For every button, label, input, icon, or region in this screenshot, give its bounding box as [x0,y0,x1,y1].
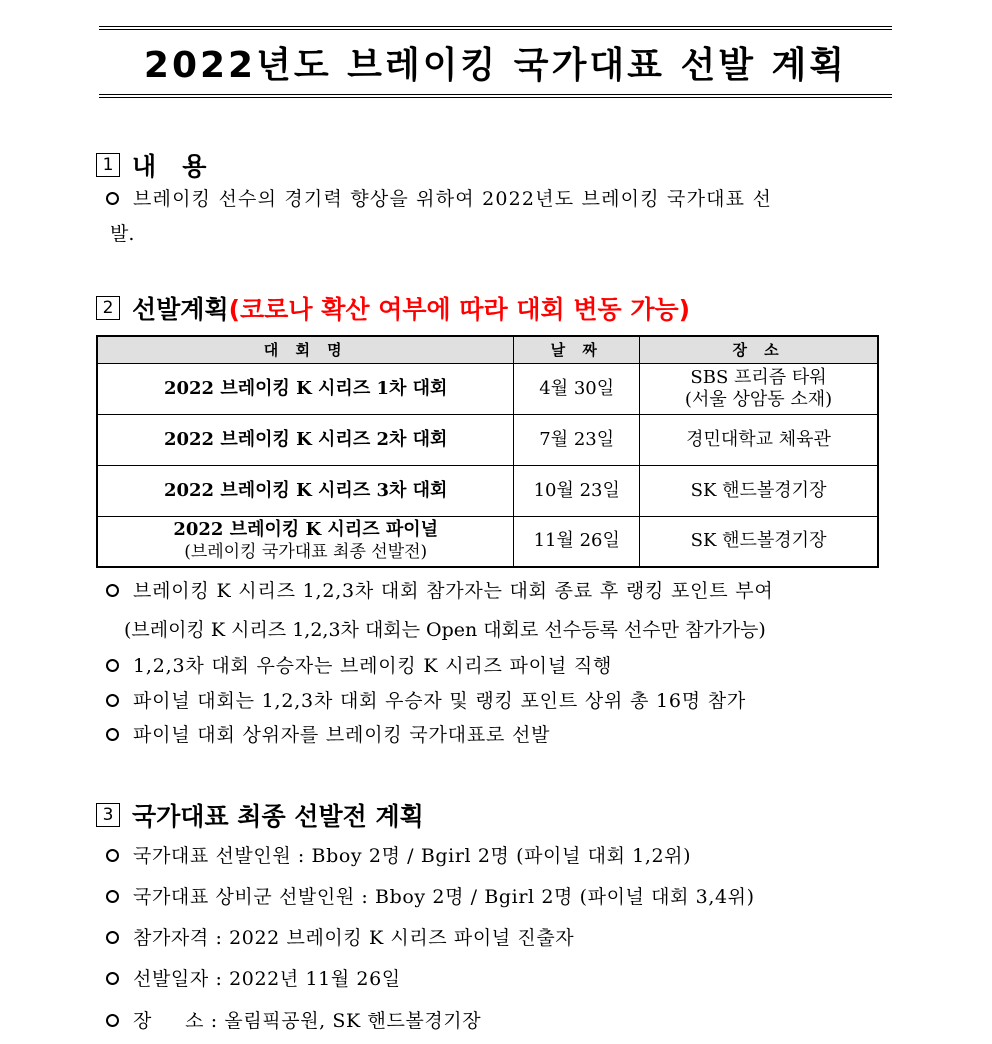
bullet-text: 브레이킹 K 시리즈 1,2,3차 대회 참가자는 대회 종료 후 랭킹 포인트 부여 [133,580,774,602]
bullet-item [106,884,755,910]
name-text: 2022 브레이킹 K 시리즈 3차 대회 [163,479,448,501]
bullet-item [106,186,772,212]
competition-place: 경민대학교 체육관 [640,414,878,465]
circle-bullet-icon [106,659,119,672]
section-2-heading [96,290,690,326]
bullet-item [106,653,612,679]
place-sub-text: (서울 상암동 소재) [684,388,833,410]
bullet-text: 선발일자 : 2022년 11월 26일 [133,968,401,990]
circle-bullet-icon [106,728,119,741]
section-1-heading [96,147,206,183]
table-row [97,465,878,516]
competition-name [97,363,514,414]
table-row [97,516,878,567]
competition-place: SK 핸드볼경기장 [640,516,878,567]
competition-name [97,414,514,465]
section-note: (코로나 확산 여부에 따라 대회 변동 가능) [228,295,691,324]
competition-name [97,465,514,516]
bullet-item [106,925,574,951]
bullet-text: 국가대표 상비군 선발인원 : Bboy 2명 / Bgirl 2명 (파이널 대회 3,4위) [133,886,755,908]
circle-bullet-icon [106,1014,119,1027]
section-3-heading [96,797,424,833]
section-number-box: 2 [96,296,120,320]
bullet-continuation: 발. [110,223,135,245]
competition-date: 11월 26일 [514,516,640,567]
bullet-text: 1,2,3차 대회 우승자는 브레이킹 K 시리즈 파이널 직행 [133,655,613,677]
circle-bullet-icon [106,584,119,597]
name-text: 2022 브레이킹 K 시리즈 2차 대회 [163,428,448,450]
page-title: 2022년도 브레이킹 국가대표 선발 계획 [143,44,848,86]
table-row [97,414,878,465]
section-title: 선발계획 [132,295,229,324]
competition-date: 10월 23일 [514,465,640,516]
table-header-row [97,336,878,363]
section-number-box: 1 [96,153,120,177]
bullet-text: 장 소 : 올림픽공원, SK 핸드볼경기장 [133,1010,482,1032]
bullet-text: 파이널 대회 상위자를 브레이킹 국가대표로 선발 [133,724,551,746]
section-number-box: 3 [96,803,120,827]
place-text: SBS 프리즘 타워 [690,366,827,388]
bullet-item [106,843,691,869]
circle-bullet-icon [106,972,119,985]
section-title: 내 용 [132,152,207,181]
competition-name [97,516,514,567]
competition-place [640,363,878,414]
bullet-text: 브레이킹 선수의 경기력 향상을 위하여 2022년도 브레이킹 국가대표 선 [133,188,773,210]
bullet-item [106,688,746,714]
bullet-text: 국가대표 선발인원 : Bboy 2명 / Bgirl 2명 (파이널 대회 1,2위) [133,845,692,867]
bullet-item [106,966,401,992]
bullet-item [106,722,550,748]
bullet-item [106,1008,481,1034]
name-text: 2022 브레이킹 K 시리즈 파이널 [173,519,439,541]
column-header: 대 회 명 [97,336,514,363]
circle-bullet-icon [106,931,119,944]
name-sub-text: (브레이킹 국가대표 최종 선발전) [184,542,428,563]
circle-bullet-icon [106,849,119,862]
bullet-item [106,578,774,604]
circle-bullet-icon [106,694,119,707]
title-box [99,26,892,98]
bullet-continuation: (브레이킹 K 시리즈 1,2,3차 대회는 Open 대회로 선수등록 선수만 참가가능) [124,619,766,641]
table-row [97,363,878,414]
competition-place: SK 핸드볼경기장 [640,465,878,516]
section-title: 국가대표 최종 선발전 계획 [132,802,424,831]
circle-bullet-icon [106,890,119,903]
bullet-text: 파이널 대회는 1,2,3차 대회 우승자 및 랭킹 포인트 상위 총 16명 참가 [133,690,747,712]
column-header: 장 소 [640,336,878,363]
bullet-text: 참가자격 : 2022 브레이킹 K 시리즈 파이널 진출자 [133,927,575,949]
competition-date: 7월 23일 [514,414,640,465]
name-text: 2022 브레이킹 K 시리즈 1차 대회 [163,377,448,399]
column-header: 날 짜 [514,336,640,363]
circle-bullet-icon [106,192,119,205]
competition-date: 4월 30일 [514,363,640,414]
competition-table [96,335,879,568]
